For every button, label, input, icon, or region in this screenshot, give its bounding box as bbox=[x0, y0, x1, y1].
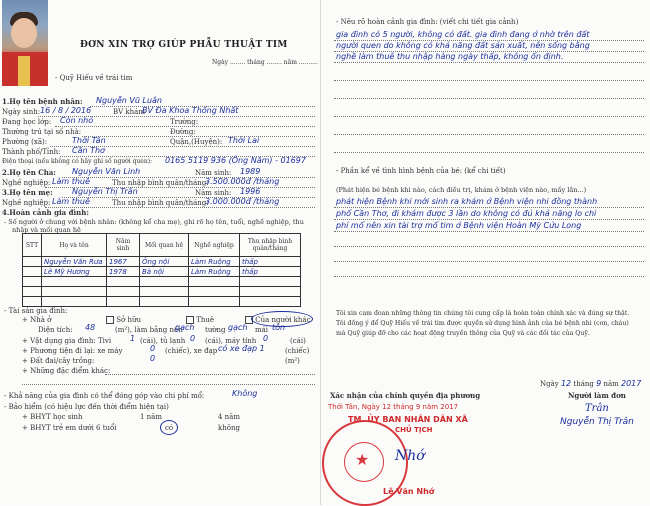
disease-line-1: phát hiện Bệnh khi mới sinh ra khám ở Bệnh viện nhi đồng thành bbox=[336, 197, 598, 206]
member-relation: Ông nội bbox=[140, 257, 189, 267]
member-name: Lê Mỹ Hương bbox=[42, 267, 107, 277]
own-label: Sở hữu bbox=[116, 316, 141, 324]
reason-line-2: người quen do không có khả năng đất sản xuất, nên sống bằng bbox=[336, 41, 590, 50]
reason-label: - Nêu rõ hoàn cảnh gia đình: (viết chi tiết gia cảnh) bbox=[336, 18, 519, 26]
address-label: Thường trú tại số nhà: bbox=[2, 128, 82, 136]
mother-income-label: Thu nhập bình quân/tháng: bbox=[112, 199, 209, 207]
pay-value: Không bbox=[232, 389, 258, 398]
table-row bbox=[23, 287, 301, 297]
insurance-label: - Bảo hiểm (có hiệu lực đến thời điểm hiện tại) bbox=[4, 403, 169, 411]
area-value: 48 bbox=[85, 323, 96, 332]
disease-line-3: phí mổ nên xin tài trợ mổ tim ở Bệnh viện Hoàn Mỹ Cửu Long bbox=[336, 221, 582, 230]
father-year-label: Năm sinh: bbox=[195, 169, 232, 177]
mother-job: Làm thuê bbox=[52, 197, 90, 206]
ins2-label: + BHYT trẻ em dưới 6 tuổi bbox=[22, 424, 117, 432]
wall-label: tường bbox=[205, 326, 226, 334]
section4-desc-2: nhập và mối quan hệ bbox=[12, 226, 81, 234]
father-job: Làm thuê bbox=[52, 177, 90, 186]
other-label: Của người khác bbox=[255, 316, 311, 324]
mother-job-label: Nghề nghiệp: bbox=[2, 199, 51, 207]
street-label: Đường: bbox=[170, 128, 196, 136]
official-signature: Nhớ bbox=[395, 448, 425, 464]
form-title: ĐƠN XIN TRỢ GIÚP PHẪU THUẬT TIM bbox=[80, 40, 288, 50]
table-header-row bbox=[23, 234, 301, 257]
floor-value: gạch bbox=[175, 323, 195, 332]
goods-label: + Vật dụng gia đình: Tivi bbox=[22, 337, 112, 345]
phone-label: Điện thoại (nếu không có hãy ghi số người quen): bbox=[2, 158, 153, 165]
reason-line-3: nghề làm thuê thu nhập hàng ngày thấp, không ổn định. bbox=[336, 52, 564, 61]
member-job: Làm Ruộng bbox=[189, 267, 240, 277]
commitment-line-2: Tôi đồng ý để Quỹ Hiếu về trái tim được quyền sử dụng hình ảnh của bé bệnh nhi (con, cháu) bbox=[336, 320, 629, 327]
household-table bbox=[22, 233, 301, 307]
recipient: - Quỹ Hiếu về trái tim bbox=[55, 74, 133, 82]
land-value: 0 bbox=[150, 354, 156, 363]
col-header-job: Nghề nghiệp bbox=[189, 234, 240, 257]
ins1-label: + BHYT học sinh bbox=[22, 413, 83, 421]
vehicle-label: + Phương tiện đi lại: xe máy bbox=[22, 347, 123, 355]
rent-label: Thuê bbox=[196, 316, 215, 324]
car-label: (chiếc), xe đạp bbox=[165, 347, 218, 355]
unit-label: (cái) bbox=[290, 337, 306, 345]
col-header-name: Họ và tên bbox=[42, 234, 107, 257]
phone-value: 0165 5119 936 (Ông Năm) - 01697 bbox=[165, 156, 306, 165]
table-row bbox=[23, 277, 301, 287]
district-value: Thới Lai bbox=[228, 136, 260, 145]
stamp-org: TM. ỦY BAN NHÂN DÂN XÃ bbox=[348, 415, 468, 424]
dob-label: Ngày sinh: bbox=[2, 108, 41, 116]
moto-count: 0 bbox=[150, 344, 156, 353]
applicant-label: Người làm đơn bbox=[568, 391, 626, 400]
ins2-circle-mark bbox=[160, 420, 178, 435]
section4-heading: 4.Hoàn cảnh gia đình: bbox=[2, 208, 89, 217]
mother-year-label: Năm sinh: bbox=[195, 189, 232, 197]
wall-value: gạch bbox=[228, 323, 248, 332]
fridge-count: 0 bbox=[190, 334, 196, 343]
ward-label: Phường (xã): bbox=[2, 138, 48, 146]
patient-photo bbox=[2, 0, 48, 86]
member-name: Nguyễn Văn Rưa bbox=[42, 257, 107, 267]
reason-line-1: gia đình có 5 người, không có đất. gia đình đang ở nhờ trên đất bbox=[336, 30, 590, 39]
official-name: Lê Văn Nhớ bbox=[383, 487, 435, 496]
school-label: Trường: bbox=[170, 118, 199, 126]
ins2-opt2[interactable]: không bbox=[218, 424, 240, 432]
date-line: Ngày ........ tháng ........ năm .......... bbox=[212, 59, 318, 66]
commitment-line-3: mà Quỹ giúp đỡ cho các hoạt động truyền thông của Quỹ và các đối tác của Quỹ. bbox=[336, 330, 590, 337]
class-label: Đang học lớp: bbox=[2, 118, 52, 126]
father-job-label: Nghề nghiệp: bbox=[2, 179, 51, 187]
official-seal: ★ bbox=[322, 420, 408, 506]
class-value: Còn nhỏ bbox=[60, 116, 94, 125]
ins2-opt1[interactable]: có bbox=[165, 424, 174, 432]
sign-day: 12 bbox=[560, 379, 572, 388]
car-value: có xe đạp 1 bbox=[218, 344, 265, 353]
member-income: thấp bbox=[240, 267, 301, 277]
father-income-label: Thu nhập bình quân/tháng: bbox=[112, 179, 209, 187]
washer-label: (cái), máy tính bbox=[205, 337, 257, 345]
hospital-label: BV khám bbox=[113, 108, 145, 116]
father-year: 1989 bbox=[240, 167, 261, 176]
dob-value: 16 / 8 / 2016 bbox=[40, 106, 92, 115]
mother-name: Nguyễn Thị Trân bbox=[72, 187, 138, 196]
ins1-opt2[interactable]: 4 năm bbox=[218, 413, 240, 421]
father-income: 3.500.000đ /tháng bbox=[205, 177, 280, 186]
mother-year: 1996 bbox=[240, 187, 261, 196]
stamp-date: Thới Tân, Ngày 12 tháng 9 năm 2017 bbox=[328, 403, 459, 411]
col-header-income: Thu nhập bình quân/tháng bbox=[240, 234, 301, 257]
unit2-label: (chiếc) bbox=[285, 347, 310, 355]
roof-value: tôn bbox=[272, 323, 286, 332]
applicant-signature: Trân bbox=[585, 403, 609, 414]
land-unit: (m²) bbox=[285, 357, 300, 365]
disease-hint: (Phát hiện bé bệnh khi nào, cách điều trị, khám ở bệnh viện nào, mấy lần...) bbox=[336, 186, 587, 194]
applicant-name: Nguyễn Thị Trân bbox=[560, 417, 634, 427]
roof-label: mái bbox=[255, 326, 269, 334]
area-unit: (m²), làm bằng nền bbox=[115, 326, 183, 334]
ins1-opt1[interactable]: 1 năm bbox=[140, 413, 162, 421]
father-name: Nguyễn Văn Linh bbox=[72, 167, 141, 176]
table-row bbox=[23, 267, 301, 277]
fridge-label: (cái), tủ lạnh bbox=[140, 337, 186, 345]
sign-year: 2017 bbox=[621, 379, 642, 388]
member-year: 1967 bbox=[107, 257, 140, 267]
col-header-year: Năm sinh bbox=[107, 234, 140, 257]
tv-count: 1 bbox=[130, 334, 136, 343]
member-job: Làm Ruộng bbox=[189, 257, 240, 267]
member-relation: Bà nội bbox=[140, 267, 189, 277]
land-label: + Đất đai/cây trồng: bbox=[22, 357, 95, 365]
section3-heading: 3.Họ tên mẹ: bbox=[2, 188, 53, 197]
commitment-line-1: Tôi xin cam đoan những thông tin chúng tôi cung cấp là hoàn toàn chính xác và đúng sự thật. bbox=[336, 310, 630, 317]
section2-heading: 2.Họ tên Cha: bbox=[2, 168, 57, 177]
city-value: Cần Thơ bbox=[72, 146, 105, 155]
house-label: + Nhà ở bbox=[22, 316, 52, 324]
table-row bbox=[23, 297, 301, 307]
member-year: 1978 bbox=[107, 267, 140, 277]
sign-date: Ngày 12 tháng 9 năm 2017 bbox=[540, 379, 642, 388]
stamp-role: CHỦ TỊCH bbox=[395, 426, 433, 434]
washer-count: 0 bbox=[263, 334, 269, 343]
mother-income: 3.000.000đ /tháng bbox=[205, 197, 280, 206]
area-label: Diện tích: bbox=[38, 326, 73, 334]
confirm-label: Xác nhận của chính quyền địa phương bbox=[330, 391, 481, 400]
section1-heading: 1.Họ tên bệnh nhân: bbox=[2, 97, 83, 106]
table-row bbox=[23, 257, 301, 267]
disease-label: - Phần kể về tình hình bệnh của bé: (kể chi tiết) bbox=[336, 167, 506, 175]
column-divider bbox=[320, 0, 321, 505]
special-label: + Những đặc điểm khác: bbox=[22, 367, 111, 375]
district-label: Quận,(Huyện): bbox=[170, 138, 223, 146]
section4-desc: - Số người ở chung với bệnh nhân: (không kể cha mẹ), ghi rõ họ tên, tuổi, nghề nghiệp, thu bbox=[4, 218, 304, 226]
hospital-value: BV Đa Khoa Thống Nhất bbox=[142, 106, 239, 115]
sign-month: 9 bbox=[596, 379, 602, 388]
col-header-relation: Mối quan hệ bbox=[140, 234, 189, 257]
disease-line-2: phố Cần Thơ, đi khám được 3 lần do không có đủ khả năng lo chi bbox=[336, 209, 597, 218]
member-income: thấp bbox=[240, 257, 301, 267]
patient-name: Nguyễn Vũ Luân bbox=[96, 96, 162, 105]
assets-heading: - Tài sản gia đình: bbox=[4, 307, 68, 315]
own-checkbox[interactable] bbox=[106, 316, 114, 324]
ward-value: Thới Tân bbox=[72, 136, 106, 145]
pay-label: - Khả năng của gia đình có thể đóng góp vào chi phí mổ: bbox=[4, 392, 205, 400]
col-header-stt: STT bbox=[23, 234, 42, 257]
city-label: Thành phố/Tỉnh: bbox=[2, 148, 61, 156]
